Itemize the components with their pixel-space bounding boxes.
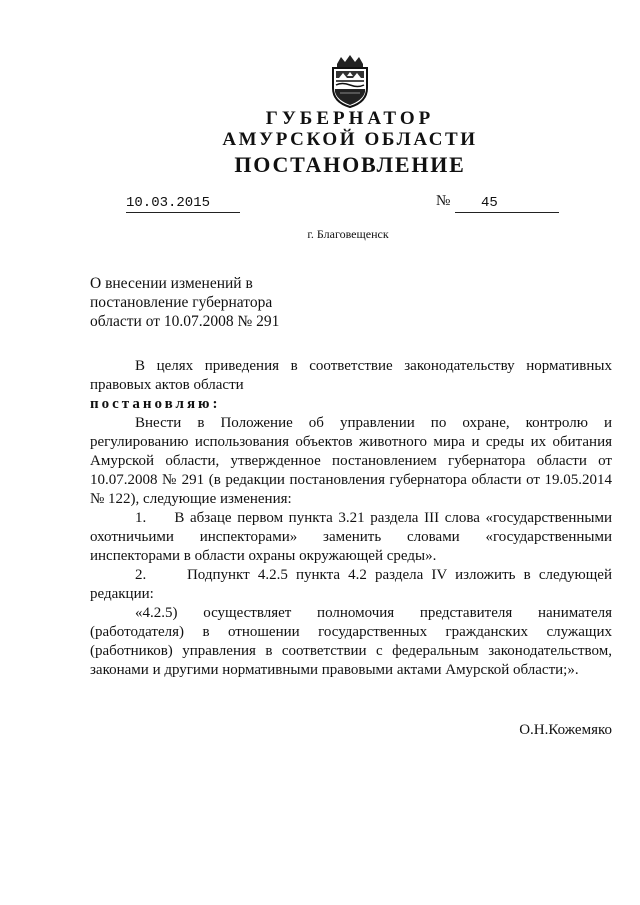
- title-line: постановление губернатора: [90, 294, 273, 311]
- document-type-heading: ПОСТАНОВЛЕНИЕ: [234, 152, 466, 177]
- quoted-subparagraph: «4.2.5) осуществляет полномочия представителя нанимателя (работодателя) в отношении государственных гражданских служащих (работников) управления в соответствии с федеральным законодательством, законами и другими нормативными правовыми актами Амурской области;».: [90, 605, 612, 678]
- main-paragraph: Внести в Положение об управлении по охране, контролю и регулированию использования объектов животного мира и среды их обитания Амурской области, утвержденное постановлением губернатора области от 10.07.2008 № 291 (в редакции постановления губернатора области от 19.05.2014 № 122), следующие изменения:: [90, 415, 612, 507]
- item-1-paragraph: 1. В абзаце первом пункта 3.21 раздела III слова «государственными охотничьими инспекторами» заменить словами «государственными инспекторами в области охраны окружающей среды».: [90, 510, 612, 564]
- item-2-paragraph: 2. Подпункт 4.2.5 пункта 4.2 раздела IV изложить в следующей редакции:: [90, 567, 612, 602]
- decree-date: 10.03.2015: [126, 195, 240, 213]
- city-line: г. Благовещенск: [307, 227, 389, 241]
- title-line: области от 10.07.2008 № 291: [90, 313, 280, 330]
- decree-title: [90, 274, 330, 331]
- number-label: №: [436, 193, 451, 209]
- title-line: О внесении изменений в: [90, 275, 253, 292]
- decree-number: 45: [455, 195, 559, 213]
- signature-name: О.Н.Кожемяко: [519, 722, 612, 738]
- intro-paragraph: В целях приведения в соответствие законодательству нормативных правовых актов области: [90, 358, 612, 393]
- header-line-1: ГУБЕРНАТОР: [265, 108, 435, 129]
- decree-keyword: постановляю:: [90, 396, 221, 412]
- header-line-2: АМУРСКОЙ ОБЛАСТИ: [222, 129, 478, 150]
- decree-body: [90, 357, 612, 680]
- coat-of-arms-icon: [327, 54, 373, 108]
